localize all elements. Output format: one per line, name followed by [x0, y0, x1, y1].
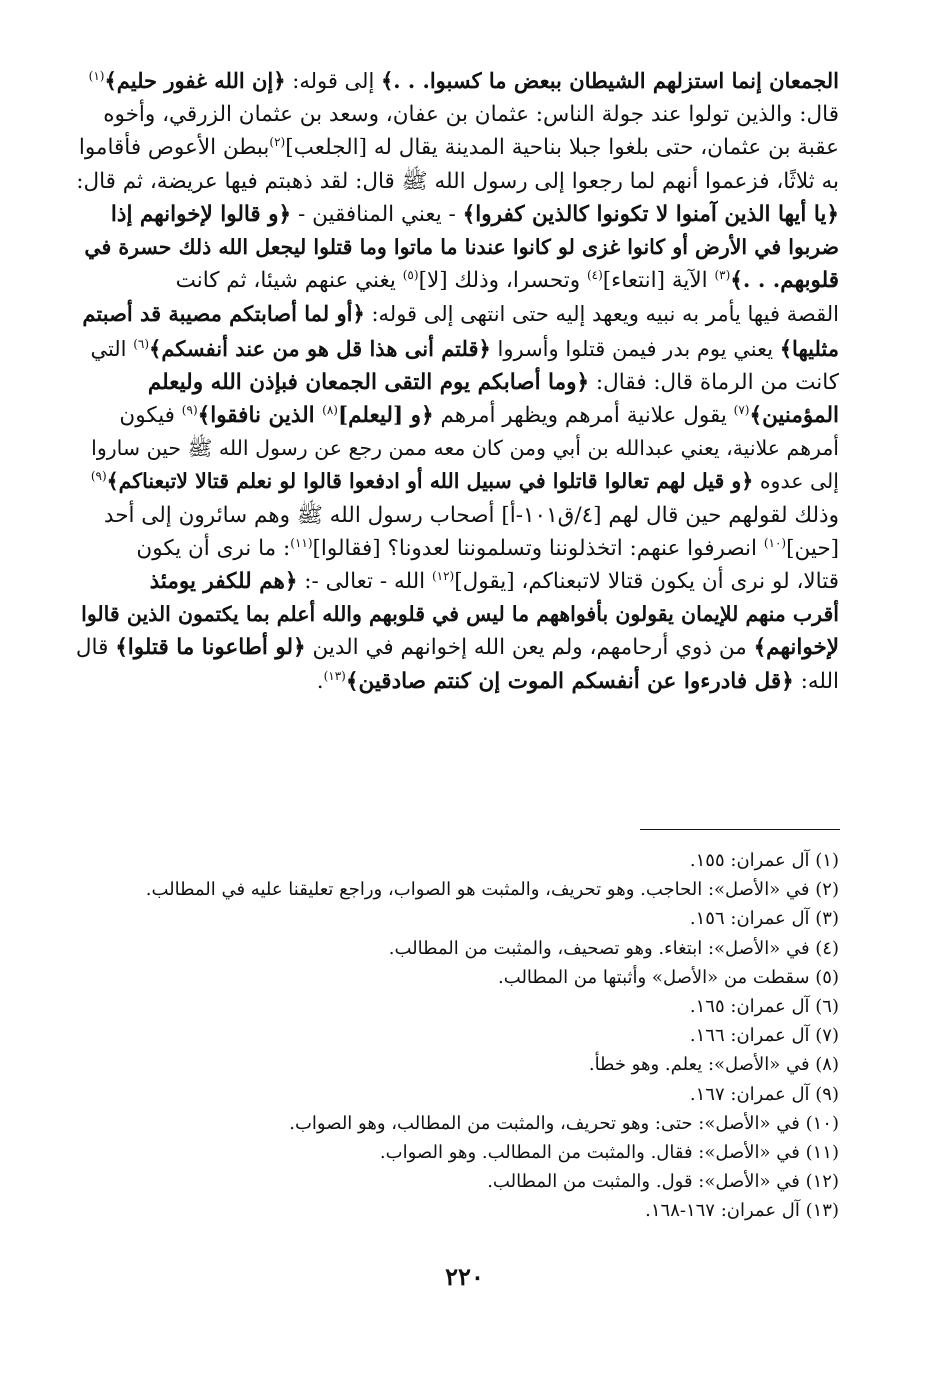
footnote-marker: (١٣) — [323, 668, 346, 683]
footnote: (١٢) في «الأصل»: قول. والمثبت من المطالب. — [487, 1171, 839, 1193]
text-segment: قال: والذين تولوا عند جولة الناس: عثمان بن عفان، وسعد بن عثمان الزرقي، وأخوه — [103, 102, 839, 128]
text-line — [75, 264, 839, 297]
footnote-marker: (٣) — [714, 268, 731, 283]
footnote-marker: (٩) — [181, 403, 198, 418]
footnote: (٤) في «الأصل»: ابتغاء. وهو تصحيف، والمثبت من المطالب. — [388, 937, 839, 959]
page-number: ٢٢٠ — [445, 1262, 484, 1291]
text-segment: إلى عدوه — [753, 469, 839, 494]
text-line — [75, 665, 839, 698]
text-line — [75, 499, 839, 532]
quran-quote: ضربوا في الأرض أو كانوا غزى لو كانوا عندنا ما ماتوا وما قتلوا ليجعل الله ذلك حسرة في — [84, 235, 839, 260]
text-line — [75, 532, 839, 565]
text-line — [75, 332, 839, 366]
quran-quote: ﴿وما أصابكم يوم التقى الجمعان فبإذن الله وليعلم — [147, 369, 590, 395]
footnotes — [75, 846, 839, 1226]
text-line — [75, 631, 839, 664]
quran-quote: ﴿أو لما أصابتكم مصيبة قد أصبتم — [82, 301, 365, 327]
text-line — [75, 399, 839, 432]
text-segment: الآية [انتعاء] — [602, 268, 715, 294]
footnote-marker: (٨) — [322, 403, 338, 418]
footnote-marker: (٤) — [586, 268, 603, 283]
text-line — [75, 131, 839, 164]
footnote-marker: (٩) — [90, 469, 107, 484]
text-segment: إلى قوله: — [285, 69, 381, 93]
text-line — [75, 198, 839, 231]
footnote-marker: (١٠) — [763, 535, 787, 550]
text-segment: ببطن الأعوص فأقاموا — [78, 135, 270, 161]
text-segment: . — [316, 668, 324, 694]
text-segment: وذلك لقولهم حين قال لهم [٤/ق١٠١-أ] أصحاب رسول الله ﷺ وهم سائرون إلى أحد — [103, 502, 839, 528]
text-segment: عقبة بن عثمان، حتى بلغوا جبلا بناحية المدينة يقال له [الجلعب] — [285, 135, 839, 161]
footnote: (٨) في «الأصل»: يعلم. وهو خطأ. — [588, 1054, 839, 1076]
footnote: (٦) آل عمران: ١٦٥. — [689, 996, 839, 1018]
footnote: (١٠) في «الأصل»: حتى: وهو تحريف، والمثبت من المطالب، وهو الصواب. — [289, 1112, 839, 1134]
text-line — [75, 98, 839, 131]
footnote-marker: (٦) — [133, 336, 150, 351]
footnote-marker: (١١) — [290, 535, 313, 550]
text-segment: يعني يوم بدر فيمن قتلوا وأسروا — [490, 336, 780, 361]
text-segment: القصة فيها يأمر به نبيه ويعهد إليه حتى انتهى إلى قوله: — [364, 302, 839, 327]
main-text — [75, 64, 839, 698]
text-segment: [حين] — [786, 535, 839, 561]
quran-quote: ﴿يا أيها الذين آمنوا لا تكونوا كالذين كفروا﴾ — [462, 201, 839, 227]
footnote-marker: (١) — [88, 69, 105, 83]
text-segment: الله - تعالى -: — [297, 569, 432, 595]
quran-quote: ﴿و قيل لهم تعالوا قاتلوا في سبيل الله أو ادفعوا قالوا لو نعلم قتالا لاتبعناكم﴾ — [106, 469, 754, 494]
quran-quote: ﴿قل فادرءوا عن أنفسكم الموت إن كنتم صادقين﴾ — [345, 668, 794, 694]
text-line — [75, 366, 839, 399]
footnote: (١) آل عمران: ١٥٥. — [689, 850, 839, 871]
quran-quote: ﴿إن الله غفور حليم﴾ — [104, 68, 286, 93]
text-segment: كانت من الرماة قال: فقال: — [589, 369, 839, 395]
quran-quote: ﴿و قالوا لإخوانهم إذا — [110, 201, 292, 227]
text-segment: - يعني المنافقين - — [291, 201, 463, 227]
text-line — [75, 165, 839, 198]
footnote: (١٣) آل عمران: ١٦٧-١٦٨. — [645, 1200, 839, 1222]
text-segment: الله: — [793, 668, 839, 694]
quran-quote: الجمعان إنما استزلهم الشيطان ببعض ما كسبوا. . .﴾ — [380, 68, 839, 93]
text-line — [75, 231, 839, 264]
text-segment: فيكون — [119, 403, 182, 429]
footnote-marker: (٧) — [733, 403, 750, 418]
text-segment: يقول علانية أمرهم ويظهر أمرهم — [433, 403, 734, 429]
footnote: (٥) سقطت من «الأصل» وأثبتها من المطالب. — [498, 966, 839, 988]
text-segment: به ثلاثًا، فزعموا أنهم لما رجعوا إلى رسول الله ﷺ قال: لقد ذهبتم فيها عريضة، ثم قال: — [76, 168, 839, 194]
text-segment: التي — [90, 336, 134, 361]
quran-quote: ﴿قلتم أنى هذا قل هو من عند أنفسكم﴾ — [149, 335, 491, 361]
footnote: (٩) آل عمران: ١٦٧. — [689, 1083, 839, 1105]
quran-quote: قلوبهم. . .﴾ — [730, 268, 839, 294]
text-line — [75, 432, 839, 465]
text-segment: انصرفوا عنهم: اتخذلوننا وتسلموننا لعدونا؟ [فقالوا] — [312, 535, 764, 561]
quran-quote: ﴿هم للكفر يومئذ — [149, 569, 298, 595]
text-line — [75, 297, 839, 331]
quran-quote: مثليها﴾ — [779, 335, 839, 361]
quran-quote: ﴿لو أطاعونا ما قتلوا﴾ — [115, 635, 306, 661]
footnote: (٣) آل عمران: ١٥٦. — [689, 908, 839, 930]
quran-quote: المؤمنين﴾ — [749, 403, 839, 429]
quran-quote: لإخوانهم﴾ — [753, 635, 839, 661]
footnote-separator — [640, 829, 840, 830]
quran-quote: ﴿و [ليعلم] — [337, 403, 434, 429]
footnote-marker: (١٢) — [431, 569, 455, 584]
text-line — [75, 64, 839, 98]
text-segment: قتالا، لو نرى أن يكون قتالا لاتبعناكم، [يقول] — [454, 569, 839, 595]
quran-quote: الذين نافقوا﴾ — [197, 403, 323, 429]
quran-quote: أقرب منهم للإيمان يقولون بأفواههم ما ليس في قلوبهم والله أعلم بما يكتمون الذين قالوا — [81, 602, 839, 627]
footnote-marker: (٥) — [402, 268, 419, 283]
footnote: (٧) آل عمران: ١٦٦. — [689, 1025, 839, 1047]
footnote: (١١) في «الأصل»: فقال. والمثبت من المطالب. وهو الصواب. — [379, 1142, 839, 1164]
footnote: (٢) في «الأصل»: الحاجب. وهو تحريف، والمثبت هو الصواب، وراجع تعليقنا عليه في المطالب. — [145, 879, 839, 901]
text-segment: قال — [75, 635, 116, 661]
text-line — [75, 598, 839, 631]
footnote-marker: (٢) — [269, 135, 286, 150]
text-line — [75, 465, 839, 498]
text-line — [75, 565, 839, 598]
text-segment: وتحسرا، وذلك [لا] — [418, 268, 587, 294]
text-segment: يغني عنهم شيئا، ثم كانت — [175, 268, 403, 294]
text-segment: أمرهم علانية، يعني عبدالله بن أبي ومن كان معه ممن رجع عن رسول الله ﷺ حين ساروا — [91, 436, 839, 461]
text-segment: : ما نرى أن يكون — [136, 535, 291, 561]
text-segment: من ذوي أرحامهم، ولم يعن الله إخوانهم في الدين — [305, 635, 754, 661]
